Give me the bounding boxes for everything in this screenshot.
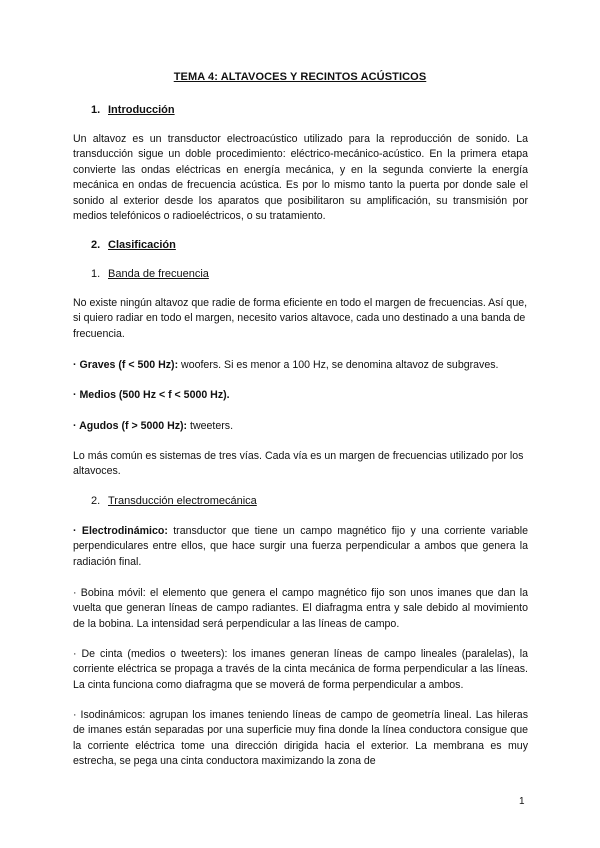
isodinamicos-paragraph: · Isodinámicos: agrupan los imanes teniendo líneas de campo de geometría lineal. Las hileras de imanes están separadas por una superficie muy fina donde la línea conductora consigue que la corriente eléctrica tome una dirección dirigida hacia el exterior. La membrana es muy estrecha, se pega una cinta conductora maximizando la zona de [73,709,528,768]
subsection-number: 1. [91,268,101,280]
electrodinamico-label: · Electrodinámico: [73,525,168,537]
electrodinamico-item [73,524,528,570]
subsection-label: Transducción electromecánica [108,495,257,507]
banda-paragraph: No existe ningún altavoz que radie de forma eficiente en todo el margen de frecuencias. Así que, si quiero radiar en todo el margen, necesito varios altavoce, cada uno destinado a una banda de frecuencia. [73,297,528,340]
subsection-number: 2. [91,495,101,507]
bobina-paragraph: · Bobina móvil: el elemento que genera el campo magnético fijo son unos imanes que dan la vuelta que generan líneas de campo radiantes. El diafragma entra y sale debido al movimiento de la bobina. La intensidad será perpendicular a las líneas de campo. [73,587,528,630]
subsection-heading-banda [91,268,209,280]
page-title: TEMA 4: ALTAVOCES Y RECINTOS ACÚSTICOS [173,71,427,83]
cinta-paragraph: · De cinta (medios o tweeters): los imanes generan líneas de campo lineales (paralelas), la corriente eléctrica se propaga a través de la cinta mecánica de forma perpendicular a las líneas. La cinta funciona como diafragma que se moverá de forma perpendicular a ambos. [73,648,528,691]
intro-paragraph: Un altavoz es un transductor electroacústico utilizado para la reproducción de sonido. La transducción sigue un doble procedimiento: eléctrico-mecánico-acústico. En la primera etapa convierte las ondas eléctricas en energía mecánica, y en la segunda convierte la energía mecánica en ondas de frecuencia acústica. Es por lo mismo tanto la puerta por donde sale el sonido al exterior desde los aparatos que posibilitaron su amplificación, su transmisión por medios telefónicos o radioeléctricos, o su tratamiento. [73,133,528,223]
page-number: 1 [519,796,525,807]
section-label: Introducción [108,104,175,116]
section-heading-introduccion [91,104,175,116]
graves-text: woofers. Si es menor a 100 Hz, se denomina altavoz de subgraves. [178,359,499,371]
graves-label: · Graves (f < 500 Hz): [73,359,179,371]
graves-item [73,358,528,373]
section-heading-clasificacion [91,239,176,251]
tres-vias-paragraph: Lo más común es sistemas de tres vías. Cada vía es un margen de frecuencias utilizado por los altavoces. [73,450,524,478]
section-number: 1. [91,104,101,116]
agudos-item [73,419,528,434]
section-label: Clasificación [108,239,176,251]
medios-label: · Medios (500 Hz < f < 5000 Hz). [73,389,230,401]
agudos-label: · Agudos (f > 5000 Hz): [73,420,188,432]
subsection-heading-transduccion [91,495,257,507]
agudos-text: tweeters. [187,420,234,432]
subsection-label: Banda de frecuencia [108,268,209,280]
medios-item [73,388,528,403]
section-number: 2. [91,239,101,251]
electrodinamico-text: transductor que tiene un campo magnético fijo y una corriente variable perpendiculares entre ellos, que hace surgir una fuerza perpendicular a ambos que genera la radiación final. [73,525,528,568]
